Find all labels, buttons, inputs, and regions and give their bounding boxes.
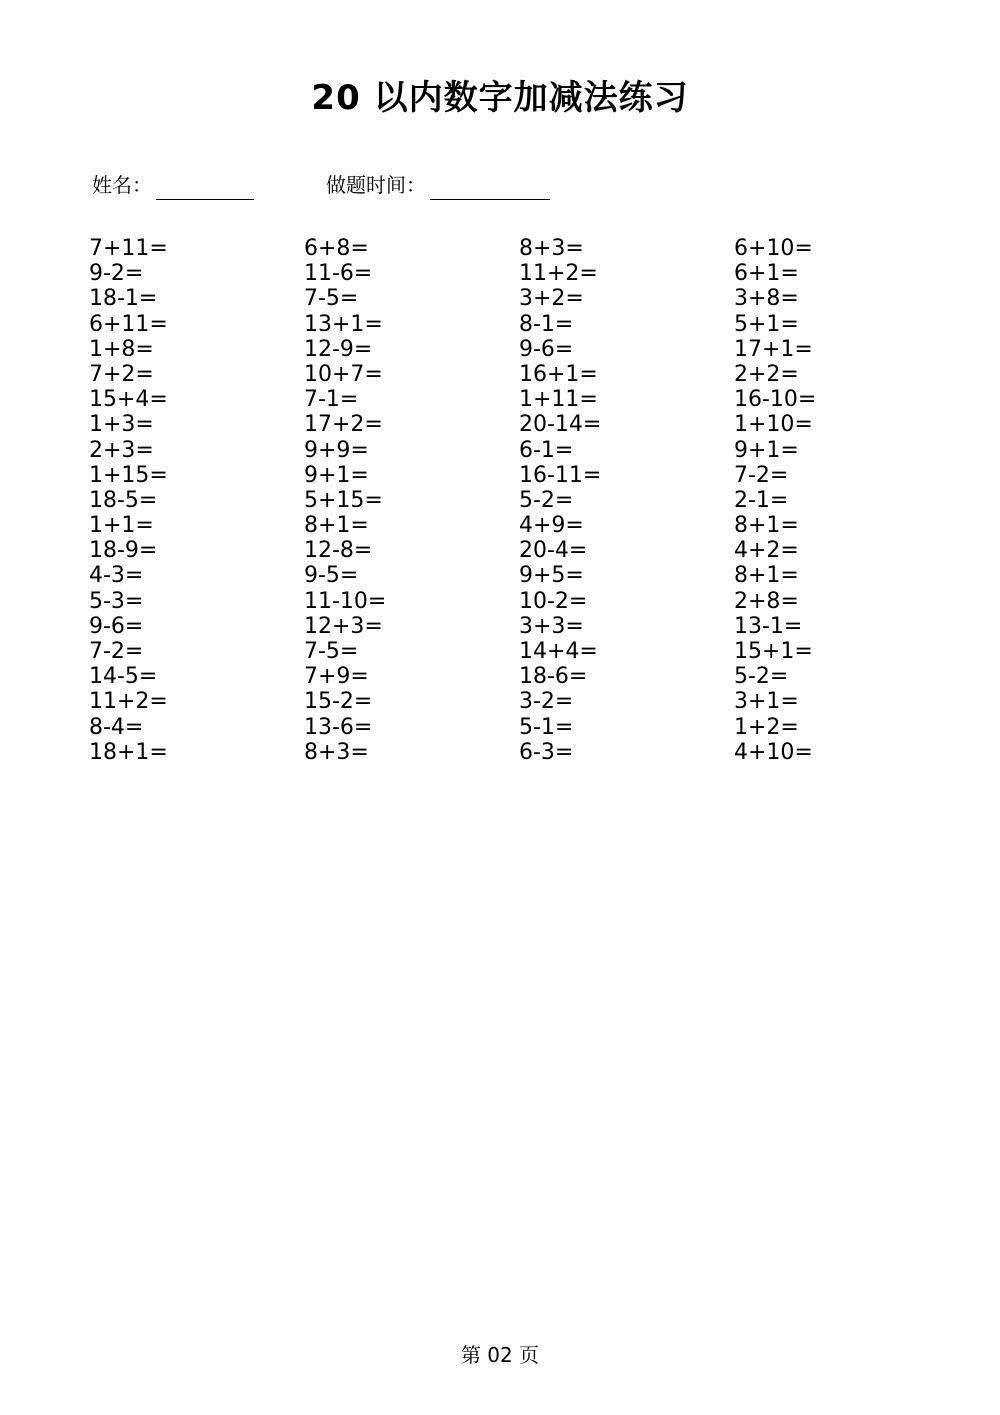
problem-item: 7+11= <box>89 236 168 261</box>
problem-item: 5+1= <box>734 311 799 337</box>
problem-item: 9-6= <box>89 613 144 639</box>
problem-item: 16-10= <box>734 387 817 413</box>
problem-item: 7-2= <box>89 639 144 664</box>
problem-item: 1+11= <box>519 387 598 413</box>
problem-item: 6+8= <box>304 236 369 261</box>
problem-item: 1+2= <box>734 714 799 740</box>
problem-item: 5-2= <box>519 487 574 513</box>
problem-item: 6+1= <box>734 261 799 287</box>
problem-item: 3+1= <box>734 689 799 715</box>
problem-item: 2-1= <box>734 487 789 513</box>
problem-item: 4+9= <box>519 513 584 539</box>
problem-item: 18+1= <box>89 739 168 765</box>
problem-item: 15+4= <box>89 387 168 413</box>
problem-columns <box>0 236 1000 776</box>
problem-item: 7-5= <box>304 286 359 312</box>
problem-item: 16+1= <box>519 361 598 387</box>
problem-item: 18-6= <box>519 664 588 690</box>
problem-item: 20-4= <box>519 538 588 564</box>
problem-item: 7-2= <box>734 462 789 488</box>
problem-item: 17+1= <box>734 336 813 362</box>
problem-item: 13-1= <box>734 613 803 639</box>
problem-item: 2+2= <box>734 361 799 387</box>
problem-item: 5-1= <box>519 714 574 740</box>
problem-item: 6+10= <box>734 236 813 261</box>
problem-item: 4+10= <box>734 739 813 765</box>
problem-item: 1+1= <box>89 513 154 539</box>
problem-item: 6+11= <box>89 311 168 337</box>
problem-item: 8+3= <box>304 739 369 765</box>
problem-item: 7+2= <box>89 361 154 387</box>
time-field <box>326 170 550 200</box>
problem-item: 8-4= <box>89 714 144 740</box>
problem-item: 18-9= <box>89 538 158 564</box>
problem-item: 7+9= <box>304 664 369 690</box>
problem-item: 8+1= <box>304 513 369 539</box>
problem-item: 10-2= <box>519 588 588 614</box>
problem-item: 9+9= <box>304 437 369 463</box>
problem-item: 15+1= <box>734 639 813 664</box>
problem-item: 13+1= <box>304 311 383 337</box>
problem-column-4 <box>734 236 934 765</box>
time-blank-line[interactable] <box>430 177 550 200</box>
problem-item: 3+8= <box>734 286 799 312</box>
problem-column-3 <box>519 236 719 765</box>
problem-item: 2+8= <box>734 588 799 614</box>
problem-item: 3-2= <box>519 689 574 715</box>
problem-item: 4-3= <box>89 563 144 589</box>
problem-item: 16-11= <box>519 462 602 488</box>
problem-item: 4+2= <box>734 538 799 564</box>
problem-item: 8+1= <box>734 513 799 539</box>
problem-item: 6-1= <box>519 437 574 463</box>
problem-item: 5+15= <box>304 487 383 513</box>
name-blank-line[interactable] <box>156 177 254 200</box>
problem-item: 18-5= <box>89 487 158 513</box>
problem-item: 9+1= <box>304 462 369 488</box>
problem-item: 11-10= <box>304 588 387 614</box>
problem-item: 12+3= <box>304 613 383 639</box>
problem-item: 15-2= <box>304 689 373 715</box>
problem-item: 5-2= <box>734 664 789 690</box>
problem-item: 1+3= <box>89 412 154 438</box>
problem-item: 11-6= <box>304 261 373 287</box>
problem-item: 1+15= <box>89 462 168 488</box>
problem-item: 8-1= <box>519 311 574 337</box>
problem-item: 9-2= <box>89 261 144 287</box>
problem-item: 9-6= <box>519 336 574 362</box>
problem-item: 12-9= <box>304 336 373 362</box>
problem-item: 14+4= <box>519 639 598 664</box>
problem-item: 9+5= <box>519 563 584 589</box>
problem-item: 11+2= <box>519 261 598 287</box>
problem-item: 6-3= <box>519 739 574 765</box>
name-label: 姓名： <box>92 173 152 197</box>
time-label: 做题时间： <box>326 173 426 197</box>
problem-column-1 <box>89 236 289 765</box>
page-title: 20 以内数字加减法练习 <box>311 78 689 118</box>
problem-item: 9-5= <box>304 563 359 589</box>
problem-item: 18-1= <box>89 286 158 312</box>
problem-item: 8+1= <box>734 563 799 589</box>
problem-item: 9+1= <box>734 437 799 463</box>
problem-item: 13-6= <box>304 714 373 740</box>
problem-item: 2+3= <box>89 437 154 463</box>
problem-item: 7-5= <box>304 639 359 664</box>
problem-item: 10+7= <box>304 361 383 387</box>
problem-item: 3+2= <box>519 286 584 312</box>
problem-item: 1+8= <box>89 336 154 362</box>
problem-item: 12-8= <box>304 538 373 564</box>
problem-item: 11+2= <box>89 689 168 715</box>
problem-item: 8+3= <box>519 236 584 261</box>
problem-item: 17+2= <box>304 412 383 438</box>
problem-item: 1+10= <box>734 412 813 438</box>
problem-column-2 <box>304 236 504 765</box>
page-number: 第 02 页 <box>460 1343 540 1367</box>
problem-item: 14-5= <box>89 664 158 690</box>
name-field <box>92 170 254 200</box>
problem-item: 3+3= <box>519 613 584 639</box>
problem-item: 5-3= <box>89 588 144 614</box>
problem-item: 20-14= <box>519 412 602 438</box>
problem-item: 7-1= <box>304 387 359 413</box>
